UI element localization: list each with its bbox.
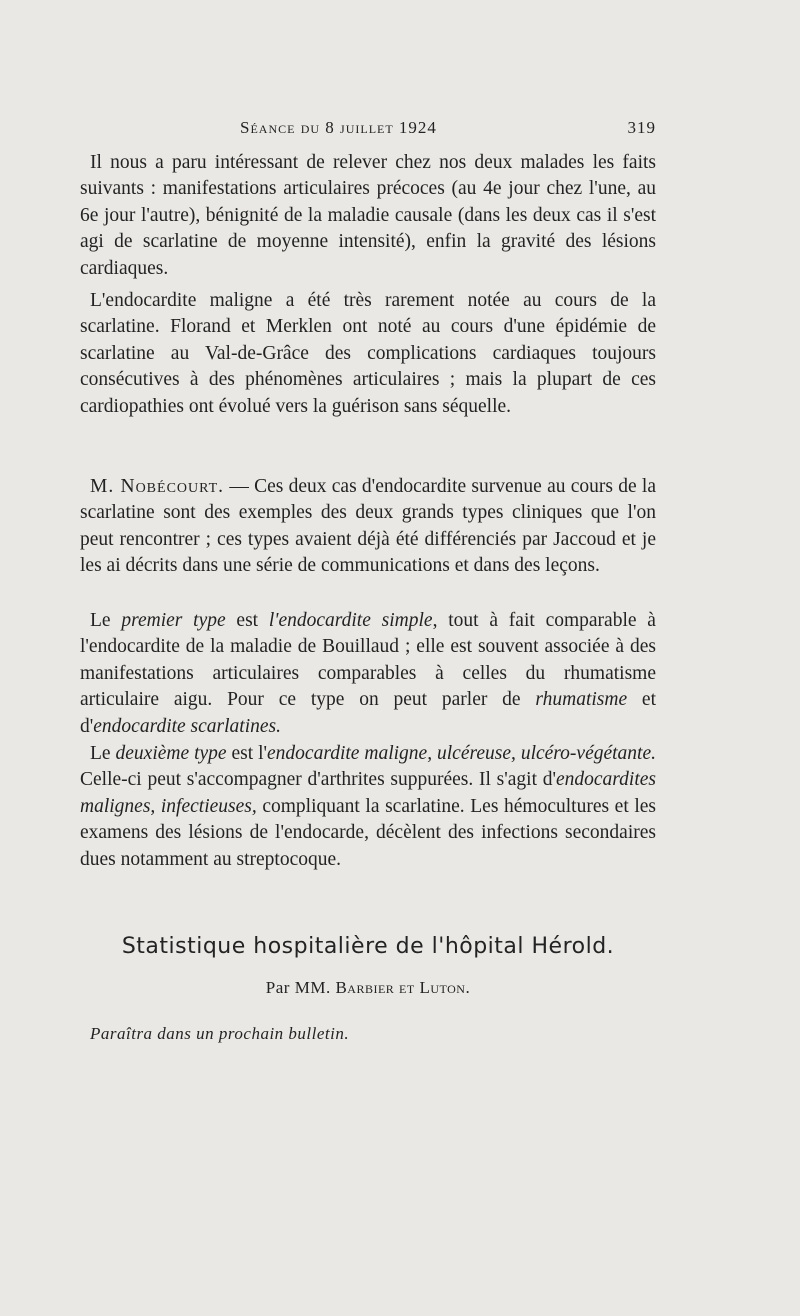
p5-text-c: Celle-ci peut s'accompagner d'arthrites suppurées. Il s'agit d' bbox=[80, 769, 556, 791]
running-header bbox=[80, 118, 656, 148]
section-authors bbox=[80, 978, 656, 998]
p4-em-3: rhumatisme bbox=[535, 689, 628, 711]
paragraph-1: Il nous a paru intéressant de relever chez nos deux malades les faits suivants : manifestations articulaires précoces (au 4e jour chez l'une, au 6e jour l'autre), bénignité de la maladie causale (dans les deux cas il s'est agi de scarlatine de moyenne intensité), enfin la gravité des lésions cardiaques. bbox=[80, 152, 656, 279]
speaker-name: M. Nobécourt. bbox=[90, 476, 225, 497]
p5-text-d: compliquant la scarlatine. Les hémocultures et les examens des lésions de l'endocarde, décèlent des infections secondaires dues notamment au streptocoque. bbox=[80, 795, 656, 870]
paragraph-5 bbox=[80, 741, 656, 873]
p4-text-b: est bbox=[225, 610, 269, 631]
paragraph-3-text: — Ces deux cas d'endocardite survenue au cours de la scarlatine sont des exemples des deux grands types cliniques que l'on peut rencontrer ; ces types avaient déjà été différenciés par Jaccoud et je les ai décrits dans une série de communications et dans des leçons. bbox=[80, 476, 656, 577]
paragraph-3 bbox=[80, 474, 656, 580]
authors-prefix: Par MM. bbox=[265, 978, 336, 997]
p4-em-4: endocardite scarlatines. bbox=[93, 715, 282, 737]
p4-text-a: Le bbox=[90, 610, 122, 631]
p5-text-b: est l' bbox=[226, 743, 268, 764]
p4-text-c: , tout à fait comparable à l'endocardite de la maladie de Bouillaud ; elle est souvent associée à des manifestations articulaires comparables à celles du rhumatisme articulaire aigu. Pour ce type on peut parler de bbox=[80, 610, 656, 711]
p5-em-1: deuxième type bbox=[115, 743, 227, 764]
paragraph-4 bbox=[80, 608, 656, 740]
p4-text-d: et d' bbox=[80, 689, 657, 737]
p5-text-a: Le bbox=[90, 743, 116, 764]
publication-note: Paraîtra dans un prochain bulletin. bbox=[90, 1024, 350, 1043]
page-number: 319 bbox=[627, 118, 656, 137]
paragraph-2: L'endocardite maligne a été très rarement notée au cours de la scarlatine. Florand et Merklen ont noté au cours d'une épidémie de scarlatine au Val-de-Grâce des complications cardiaques toujours consécutives à des phénomènes articulaires ; mais la plupart de ces cardiopathies ont évolué vers la guérison sans séquelle. bbox=[80, 290, 656, 417]
p4-em-2: l'endocardite simple bbox=[268, 610, 433, 631]
p5-em-3: endocardites malignes, infectieuses, bbox=[80, 769, 656, 817]
p4-em-1: premier type bbox=[121, 610, 226, 631]
header-title: Séance du 8 juillet 1924 bbox=[240, 118, 437, 137]
p5-em-2: endocardite maligne, ulcéreuse, ulcéro-végétante. bbox=[267, 743, 656, 764]
section-title: Statistique hospitalière de l'hôpital Hérold. bbox=[121, 934, 615, 959]
author-names: Barbier et Luton. bbox=[335, 978, 471, 997]
